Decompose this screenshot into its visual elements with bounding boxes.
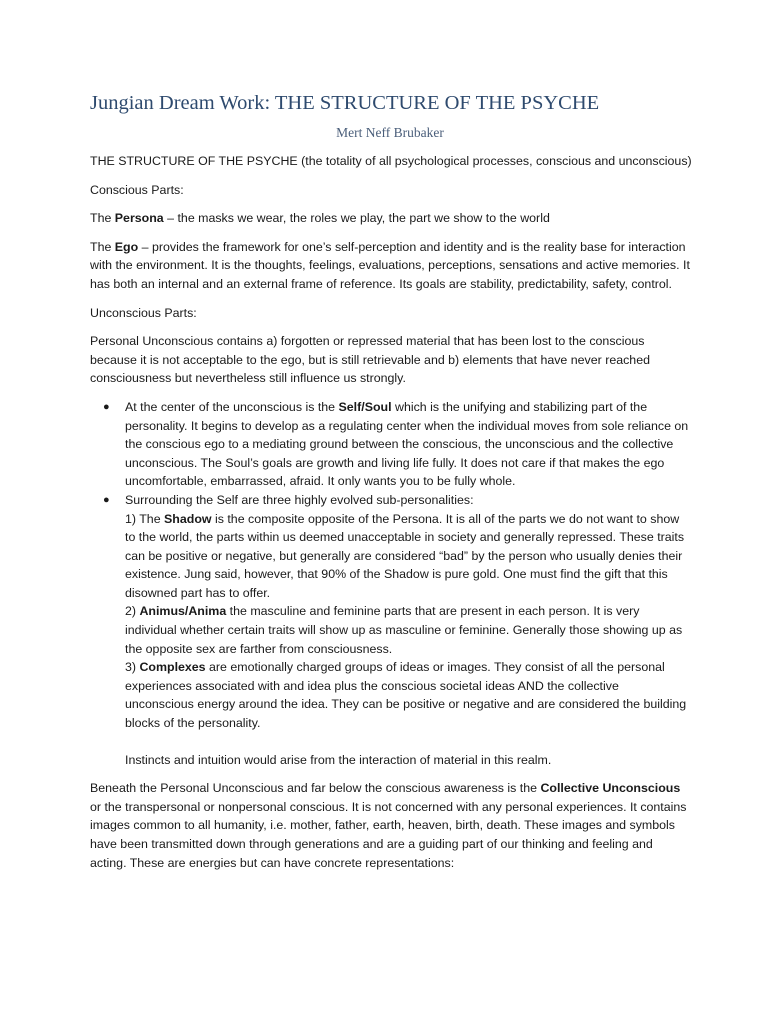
shadow-term: Shadow — [164, 511, 212, 526]
collective-text: or the transpersonal or nonpersonal conscious. It is not concerned with any personal experiences. It contains images common to all humanity, i.e. mother, father, earth, heaven, birth, death. These images and symbols have been transmitted down through generations and are a guiding part of our thinking and feeling and acting. These are energies but can have concrete representations: — [90, 799, 687, 870]
animus-anima-text: the masculine and feminine parts that are present in each person. It is very individual whether certain traits will show up as masculine or feminine. Generally those showing up as the opposite sex are farther from consciousness. — [125, 604, 683, 656]
unconscious-bullet-list — [90, 398, 690, 733]
shadow-text: is the composite opposite of the Persona. It is all of the parts we do not want to show to the world, the parts within us deemed unacceptable in society and generally repressed. These traits can be positive or negative, but generally are considered “bad” by the person who usually denies their existence. Jung said, however, that 90% of the Shadow is pure gold. One must find the gift that this disowned part has to offer. — [125, 511, 685, 600]
document-title: Jungian Dream Work: THE STRUCTURE OF THE PSYCHE — [90, 92, 600, 114]
persona-term: Persona — [114, 211, 164, 226]
ego-text: – provides the framework for one’s self-perception and identity and is the reality base for interaction with the environment. It is the thoughts, feelings, evaluations, perceptions, sensations and active memories. It has both an internal and an external frame of reference. Its goals are stability, predictability, safety, control. — [90, 239, 690, 291]
sub-personalities-intro: Surrounding the Self are three highly evolved sub-personalities: — [125, 492, 474, 507]
animus-prefix: 2) — [125, 604, 140, 619]
animus-anima-item — [125, 602, 690, 658]
bullet-icon: ● — [103, 400, 110, 413]
unconscious-heading: Unconscious Parts: — [90, 305, 197, 320]
instincts-note: Instincts and intuition would arise from the interaction of material in this realm. — [125, 752, 552, 767]
document-author: Mert Neff Brubaker — [336, 125, 444, 140]
collective-unconscious-term: Collective Unconscious — [540, 781, 681, 796]
ego-term: Ego — [114, 239, 139, 254]
complexes-text: are emotionally charged groups of ideas or images. They consist of all the personal experiences associated with and idea plus the conscious societal ideas AND the collective unconscious energy around the idea. They can be positive or negative and are considered the building blocks of the personality. — [125, 660, 687, 731]
collective-prefix: Beneath the Personal Unconscious and far below the conscious awareness is the — [90, 781, 541, 796]
shadow-prefix: 1) The — [125, 511, 165, 526]
self-soul-term: Self/Soul — [338, 399, 392, 414]
self-soul-text: which is the unifying and stabilizing part of the personality. It begins to develop as a regulating center when the individual moves from sole reliance on the conscious ego to a mediating ground between the conscious, the unconscious and the collective unconscious. The Soul’s goals are growth and living life fully. It does not care if that makes the ego uncomfortable, embarrassed, afraid. It only wants you to be fully whole. — [125, 399, 689, 489]
ego-prefix: The — [90, 239, 115, 254]
list-item-sub-personalities — [103, 491, 690, 733]
intro-lead: THE STRUCTURE OF THE PSYCHE — [90, 154, 298, 168]
intro-rest: (the totality of all psychological processes, conscious and unconscious) — [297, 154, 692, 168]
intro-paragraph — [90, 152, 690, 171]
persona-paragraph — [90, 209, 690, 228]
animus-anima-term: Animus/Anima — [139, 604, 227, 619]
shadow-item — [125, 510, 690, 603]
list-item-self-soul — [103, 398, 690, 491]
complexes-item — [125, 658, 690, 732]
self-prefix: At the center of the unconscious is the — [125, 399, 339, 414]
persona-prefix: The — [90, 211, 115, 226]
ego-paragraph — [90, 238, 690, 294]
personal-unconscious-paragraph: Personal Unconscious contains a) forgotten or repressed material that has been lost to the conscious because it is not acceptable to the ego, but is still retrievable and b) elements that have never reached consciousness but nevertheless still influence us strongly. — [90, 334, 650, 386]
complexes-prefix: 3) — [125, 660, 140, 675]
bullet-icon: ● — [103, 493, 110, 506]
conscious-heading: Conscious Parts: — [90, 182, 184, 197]
complexes-term: Complexes — [139, 660, 206, 675]
persona-text: – the masks we wear, the roles we play, the part we show to the world — [163, 211, 550, 226]
collective-unconscious-paragraph — [90, 779, 690, 872]
